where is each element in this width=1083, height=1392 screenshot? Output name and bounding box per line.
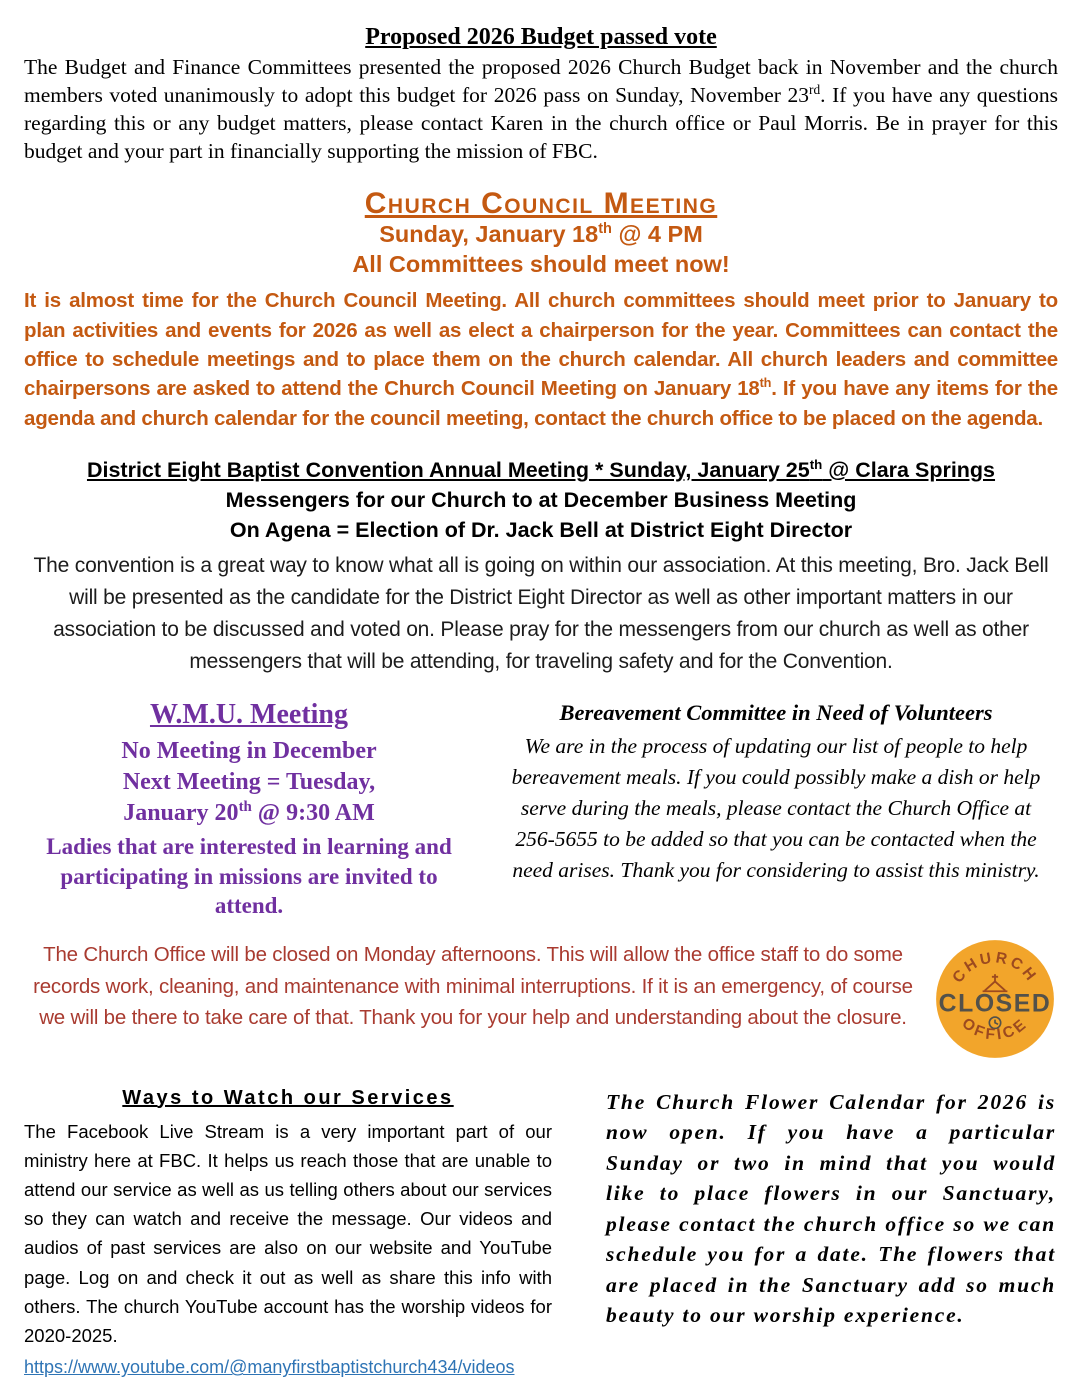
district-heading-sup: th	[809, 456, 823, 472]
council-body-sup: th	[759, 375, 772, 391]
district-heading	[24, 455, 1058, 485]
council-body-text: It is almost time for the Church Council Meeting. All church committees should meet prior to January to plan activities and events for 2026 as well as elect a chairperson for the year. Committees can contact the office to schedule meetings and to place them on the church calendar. All church leaders and committee chairpersons are asked to attend the Church Council Meeting on January 18	[24, 289, 1058, 401]
closed-badge-icon	[932, 937, 1058, 1061]
watch-section	[24, 1087, 552, 1379]
district-line3: On Agena = Election of Dr. Jack Bell at District Eight Director	[229, 518, 853, 543]
council-heading: Church Council Meeting	[364, 186, 718, 220]
middle-columns	[24, 700, 1058, 921]
flower-calendar-section	[552, 1087, 1058, 1379]
budget-body-text-2: . If you have any questions regarding this or any budget matters, please contact Karen in the church office or Paul Morris. Be in prayer for this budget and your part in financially supporting the mission of FBC.	[24, 82, 1059, 163]
budget-sup: rd	[809, 81, 821, 97]
closure-section	[24, 937, 1058, 1061]
district-section	[24, 455, 1058, 678]
budget-body	[24, 54, 1058, 166]
youtube-link[interactable]: https://www.youtube.com/@manyfirstbaptistchurch434/videos	[24, 1357, 515, 1378]
budget-section	[24, 24, 1058, 166]
district-heading-line1	[87, 458, 995, 482]
district-heading-text: District Eight Baptist Convention Annual Meeting * Sunday, January 25	[86, 457, 810, 482]
wmu-line3-text: January 20	[123, 800, 239, 827]
wmu-section	[24, 700, 474, 921]
badge-closed-text: CLOSED	[938, 989, 1052, 1017]
wmu-title: W.M.U. Meeting	[149, 698, 349, 730]
badge-bottom-arc-text: OFFICE	[958, 1014, 1032, 1044]
bottom-columns	[24, 1087, 1058, 1379]
wmu-line2: Next Meeting = Tuesday,	[122, 768, 376, 795]
district-body: The convention is a great way to know what all is going on within our association. At this meeting, Bro. Jack Bell will be presented as the candidate for the District Eight Director as well as other important matters in our association to be discussed and voted on. Please pray for the messengers from our church as well as other messengers that will be attending, for traveling safety and for the Convention.	[33, 554, 1049, 673]
council-body	[24, 286, 1058, 433]
budget-body-text: The Budget and Finance Committees presented the proposed 2026 Church Budget back in November and the church members voted unanimously to adopt this budget for 2026 pass on Sunday, November 23	[24, 55, 1058, 107]
closure-body: The Church Office will be closed on Monday afternoons. This will allow the office staff to do some records work, cleaning, and maintenance with minimal interruptions. If it is an emergency, of course we will be there to take care of that. Thank you for your help and understanding about the closure.	[33, 942, 913, 1030]
district-line2: Messengers for our Church to at December Business Meeting	[225, 488, 857, 513]
watch-heading	[24, 1087, 552, 1110]
council-date-sup: th	[598, 221, 612, 238]
council-date	[24, 219, 1058, 249]
bereavement-title: Bereavement Committee in Need of Volunteers	[559, 699, 993, 725]
bereavement-section	[474, 700, 1058, 921]
bereavement-body: We are in the process of updating our list of people to help bereavement meals. If you could possibly make a dish or help serve during the meals, please contact the Church Office at 256-5655 to be added so that you can be contacted when the need arises. Thank you for considering to assist this ministry.	[511, 733, 1041, 882]
wmu-line3-text-2: @ 9:30 AM	[251, 800, 375, 827]
council-subheading: All Committees should meet now!	[352, 251, 730, 278]
flower-calendar-body: The Church Flower Calendar for 2026 is now open. If you have a particular Sunday or two in mind that you would like to place flowers in our Sanctuary, please contact the church office so we can schedule you for a date. The flowers that are placed in the Sanctuary add so much beauty to our worship experience.	[606, 1089, 1056, 1328]
watch-heading-text: Ways to Watch our Services	[122, 1086, 454, 1109]
council-body-text-2: . If you have any items for the agenda and church calendar for the council meeting, contact the church office to be placed on the agenda.	[24, 377, 1058, 430]
watch-body: The Facebook Live Stream is a very important part of our ministry here at FBC. It helps us reach those that are unable to attend our service as well as us telling others about our services so they can watch and receive the message. Our videos and audios of past services are also on our website and YouTube page. Log on and check it out as well as share this info with others. The church YouTube account has the worship videos for 2020-2025.	[24, 1120, 552, 1347]
council-section	[24, 188, 1058, 433]
district-heading-text-2: @ Clara Springs	[822, 457, 996, 482]
church-office-closed-badge	[932, 937, 1058, 1061]
wmu-line1: No Meeting in December	[121, 737, 377, 764]
wmu-note: Ladies that are interested in learning and participating in missions are invited to attend.	[46, 834, 452, 919]
budget-title: Proposed 2026 Budget passed vote	[365, 24, 717, 50]
badge-top-arc-text: CHURCH	[949, 948, 1041, 986]
wmu-line3	[24, 798, 474, 829]
wmu-line3-sup: th	[238, 799, 252, 816]
council-date-text: Sunday, January 18	[379, 221, 599, 248]
council-date-text-2: @ 4 PM	[611, 221, 703, 248]
